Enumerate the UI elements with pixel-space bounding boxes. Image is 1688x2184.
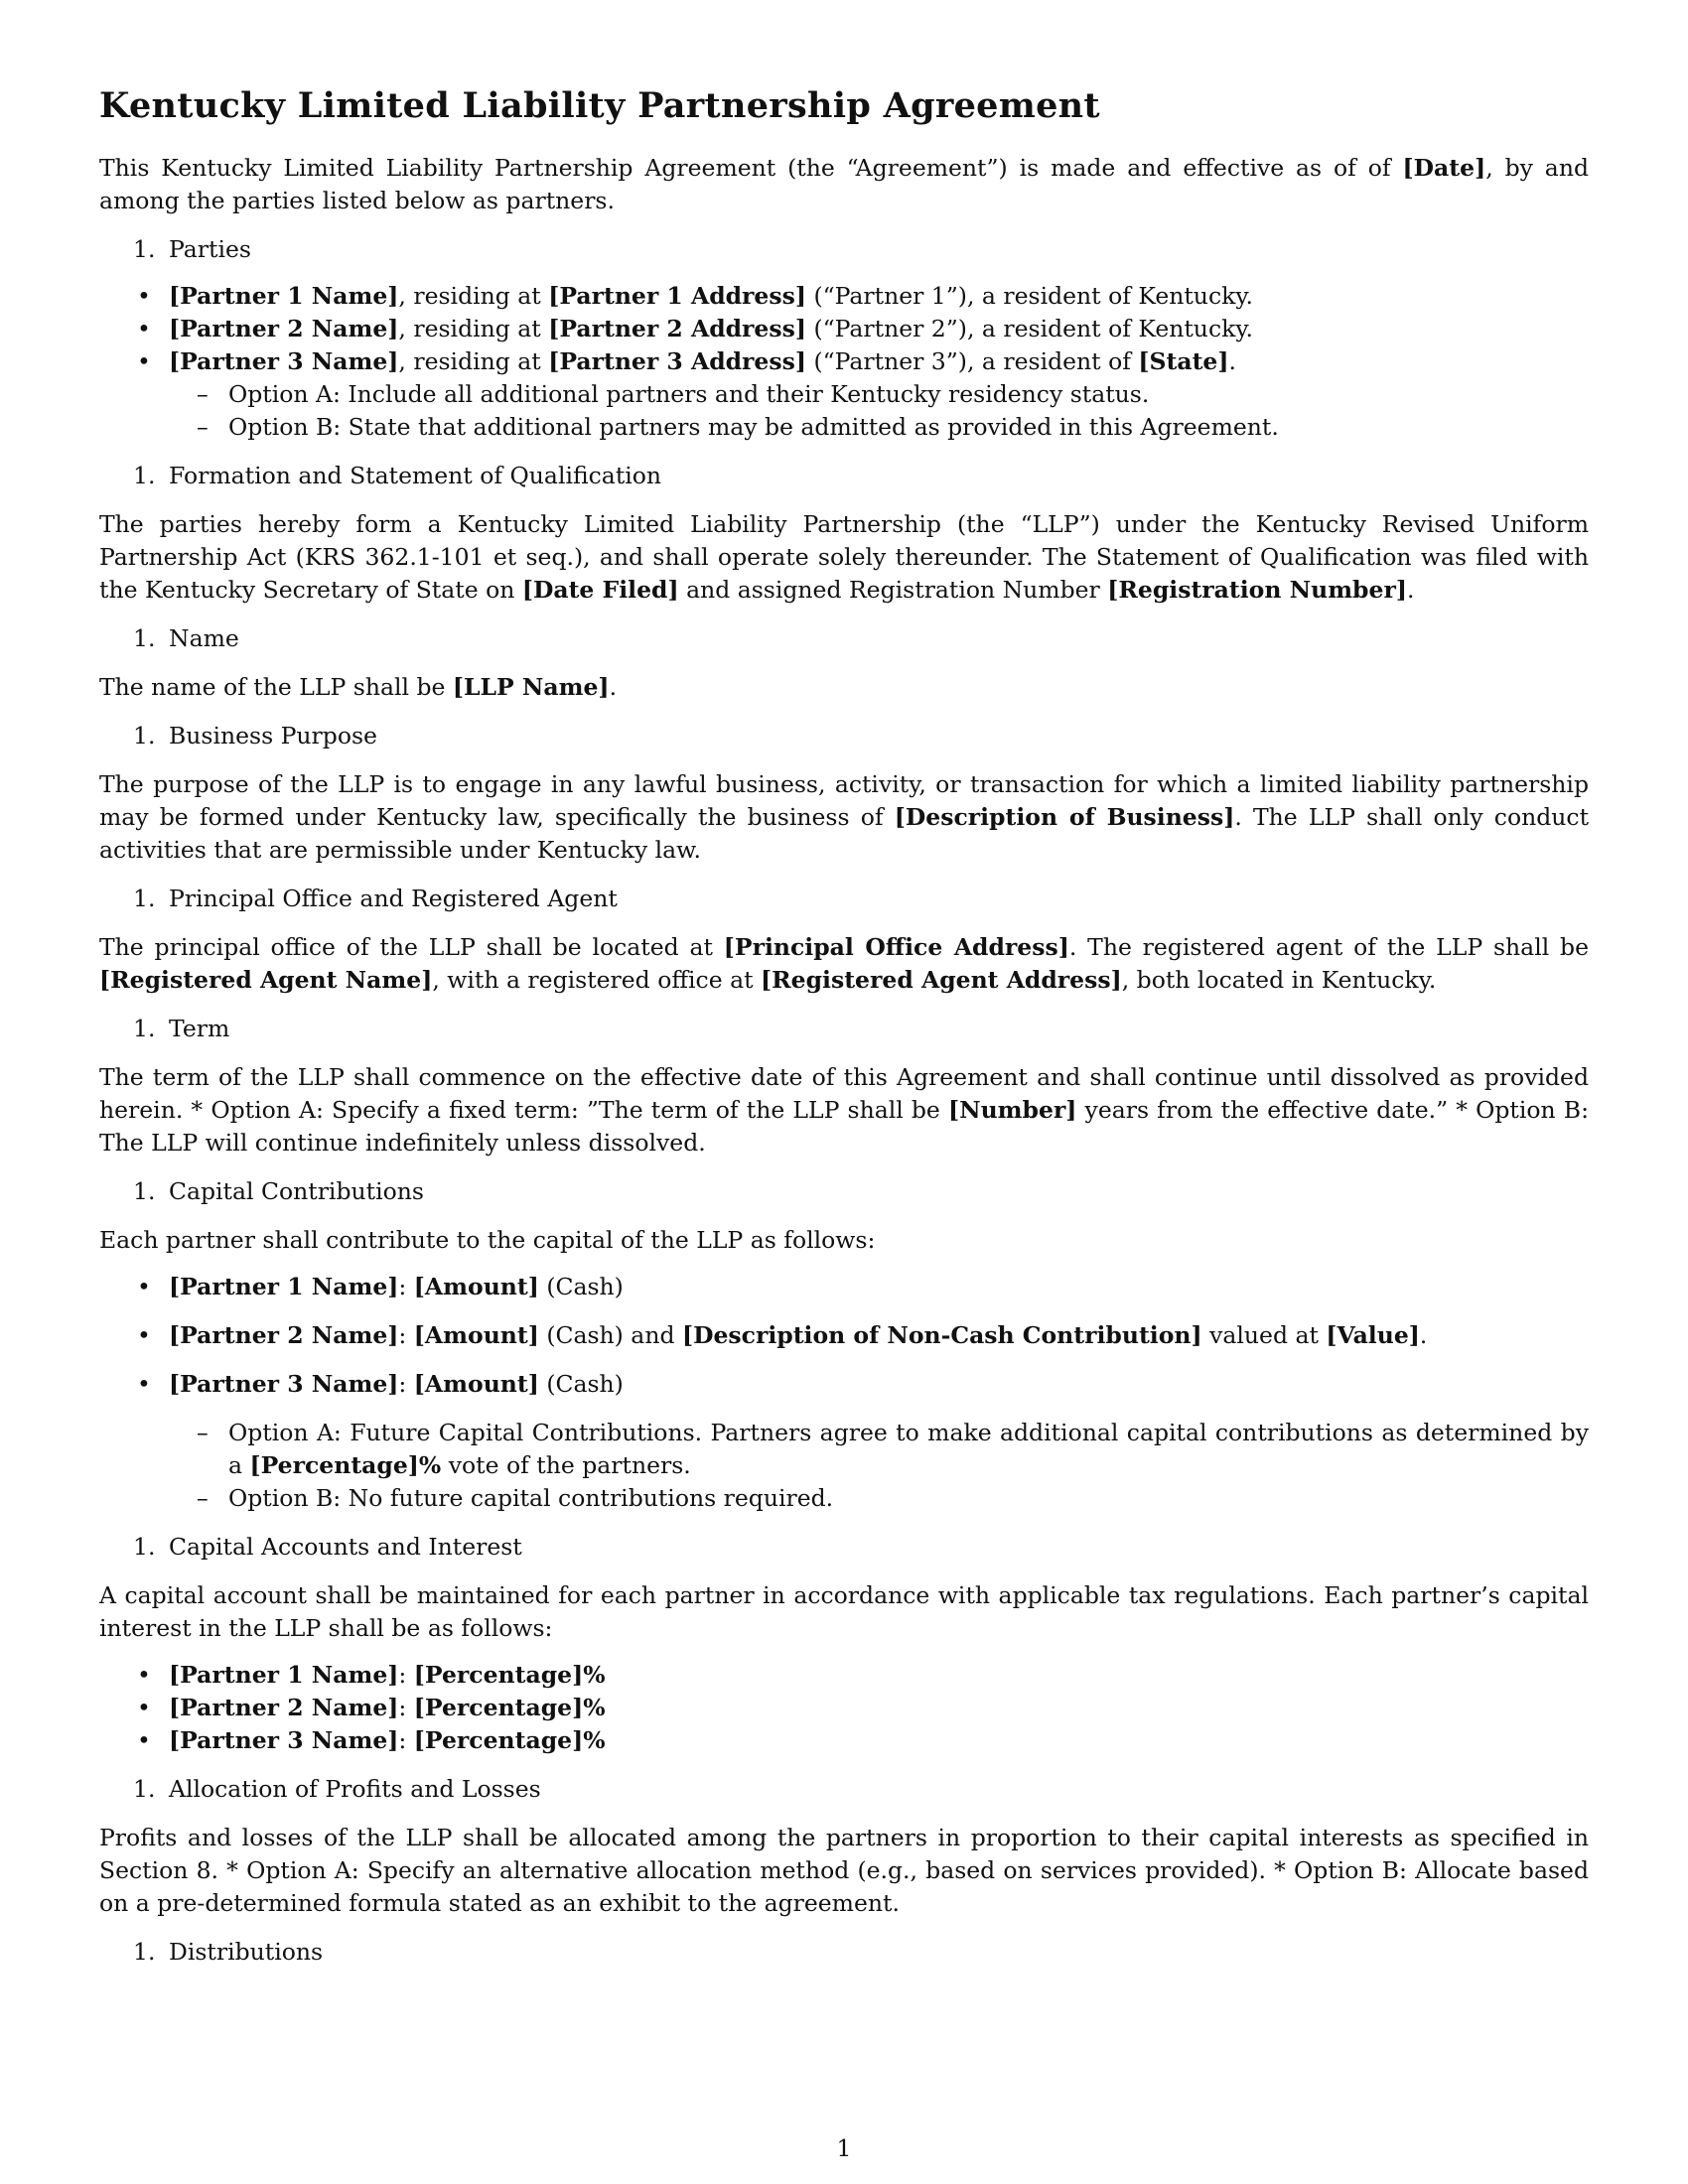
page-number: 1 (836, 2134, 852, 2162)
capital-intro: Each partner shall contribute to the capital of the LLP as follows: (99, 1226, 876, 1254)
list-item: • [Partner 3 Name]: [Percentage]% (99, 1724, 1589, 1757)
intro-text: This Kentucky Limited Liability Partnership Agreement (the “Agreement”) is made and effective as of of (99, 154, 1403, 182)
list-item: • [Partner 2 Name], residing at [Partner 2 Address] (“Partner 2”), a resident of Kentucky. (99, 313, 1589, 345)
document-page (99, 85, 1589, 1984)
accounts-intro: A capital account shall be maintained for each partner in accordance with applicable tax regulations. Each partner’s capital interest in the LLP shall be as follows: (99, 1581, 1589, 1642)
list-item: • [Partner 2 Name]: [Amount] (Cash) and [Description of Non-Cash Contribution] valued at [Value]. (99, 1319, 1589, 1352)
intro-text-end: , by and among the parties listed below as partners. (99, 154, 1589, 214)
section-heading-parties: 1. Parties (133, 235, 251, 263)
section-heading-allocation: 1. Allocation of Profits and Losses (133, 1775, 541, 1803)
intro-paragraph (99, 152, 1589, 217)
party-options-list (99, 378, 1589, 444)
term-paragraph: The term of the LLP shall commence on the effective date of this Agreement and shall continue until dissolved as provided herein. * Option A: Specify a fixed term: ”The term of the LLP shall be [Number] years from the effective date.” * Option B: The LLP will continue indefinitely unless dissolved. (99, 1063, 1589, 1157)
list-item: • [Partner 1 Name]: [Percentage]% (99, 1659, 1589, 1692)
section-heading-office: 1. Principal Office and Registered Agent (133, 885, 618, 912)
section-heading-accounts: 1. Capital Accounts and Interest (133, 1533, 522, 1561)
section-heading-name: 1. Name (133, 624, 239, 652)
list-item: • [Partner 3 Name]: [Amount] (Cash) (99, 1368, 1589, 1401)
list-item: – Option B: State that additional partners may be admitted as provided in this Agreement. (99, 411, 1589, 444)
name-paragraph: The name of the LLP shall be [LLP Name]. (99, 673, 618, 701)
list-item: – Option B: No future capital contributions required. (99, 1482, 1589, 1515)
list-item: • [Partner 3 Name], residing at [Partner 3 Address] (“Partner 3”), a resident of [State]. – Option A: Include all additional partners and their Kentucky residency status. – Option B: State that additional partners may be admitted as provided in this Agreement. (99, 345, 1589, 444)
interests-list (99, 1659, 1589, 1757)
section-heading-distributions: 1. Distributions (133, 1938, 324, 1966)
contributions-list (99, 1271, 1589, 1401)
formation-paragraph: The parties hereby form a Kentucky Limited Liability Partnership (the “LLP”) under the Kentucky Revised Uniform Partnership Act (KRS 362.1-101 et seq.), and shall operate solely thereunder. The Statement of Qualification was filed with the Kentucky Secretary of State on [Date Filed] and assigned Registration Number [Registration Number]. (99, 510, 1589, 604)
section-heading-term: 1. Term (133, 1015, 230, 1042)
purpose-paragraph: The purpose of the LLP is to engage in any lawful business, activity, or transaction for which a limited liability partnership may be formed under Kentucky law, specifically the business of [Description of Business]. The LLP shall only conduct activities that are permissible under Kentucky law. (99, 770, 1590, 864)
parties-list (99, 280, 1589, 444)
document-title: Kentucky Limited Liability Partnership Agreement (99, 85, 1100, 126)
office-paragraph: The principal office of the LLP shall be located at [Principal Office Address]. The registered agent of the LLP shall be [Registered Agent Name], with a registered office at [Registered Agent Address], both located in Kentucky. (99, 933, 1590, 994)
capital-options-list (99, 1417, 1589, 1515)
section-heading-purpose: 1. Business Purpose (133, 722, 377, 750)
date-placeholder: [Date] (1402, 154, 1486, 182)
list-item: – Option A: Include all additional partners and their Kentucky residency status. (99, 378, 1589, 411)
list-item: • [Partner 1 Name]: [Amount] (Cash) (99, 1271, 1589, 1303)
section-heading-formation: 1. Formation and Statement of Qualification (133, 462, 662, 489)
allocation-paragraph: Profits and losses of the LLP shall be allocated among the partners in proportion to their capital interests as specified in Section 8. * Option A: Specify an alternative allocation method (e.g., based on services provided). * Option B: Allocate based on a pre-determined formula stated as an exhibit to the agreement. (99, 1824, 1589, 1917)
list-item: • [Partner 1 Name], residing at [Partner 1 Address] (“Partner 1”), a resident of Kentucky. (99, 280, 1589, 313)
list-item: • [Partner 2 Name]: [Percentage]% (99, 1692, 1589, 1724)
section-heading-capital: 1. Capital Contributions (133, 1177, 424, 1205)
list-item: – Option A: Future Capital Contributions. Partners agree to make additional capital contributions as determined by a [Percentage]% vote of the partners. (99, 1417, 1589, 1482)
